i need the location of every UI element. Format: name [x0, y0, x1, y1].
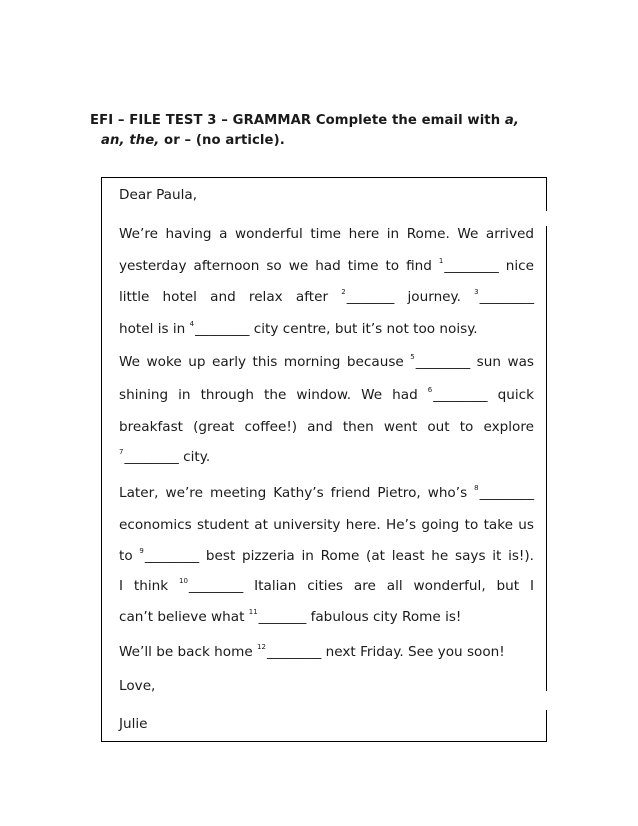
gap-number: 8	[474, 484, 479, 492]
email-line: I think $^{10}$________ Italian cities are all wonderful, but I	[119, 577, 534, 594]
box-border-right	[546, 226, 547, 691]
box-border-bottom	[101, 741, 547, 742]
email-line: shining in through the window. We had $^6$________ quick	[119, 386, 534, 403]
box-border-right	[546, 177, 547, 211]
email-line: We’ll be back home $^{12}$________ next Friday. See you soon!	[119, 643, 505, 660]
gap-number: 10	[178, 577, 188, 585]
gap-number: 12	[257, 643, 266, 651]
gap-number: 6	[427, 386, 433, 394]
option-a: a,	[504, 113, 520, 128]
email-line: breakfast (great coffee!) and then went out to explore	[119, 419, 534, 435]
gap-number: 7	[119, 448, 124, 456]
instructions-text: EFI – FILE TEST 3 – GRAMMAR Complete the email with	[90, 113, 505, 128]
gap-number: 11	[248, 608, 258, 616]
email-signature: Julie	[119, 716, 148, 732]
gap-number: 2	[341, 288, 346, 296]
email-line: hotel is in $^4$________ city centre, but it’s not too noisy.	[119, 320, 478, 337]
gap-number: 3	[474, 288, 479, 296]
email-line: to $^9$________ best pizzeria in Rome (at least he says it is!).	[119, 547, 534, 564]
gap-number: 9	[139, 547, 144, 555]
instructions-rest: or – (no article).	[159, 133, 285, 148]
gap-number: 5	[410, 353, 415, 361]
option-the: the,	[129, 133, 160, 148]
email-line: little hotel and relax after $^2$_______ journey. $^3$________	[119, 288, 535, 305]
box-border-right	[546, 710, 547, 742]
email-line: Later, we’re meeting Kathy’s friend Pietro, who’s $^8$________	[119, 484, 534, 501]
email-line: We’re having a wonderful time here in Rome. We arrived	[119, 226, 534, 242]
exercise-instructions	[90, 111, 530, 151]
box-border-top	[101, 177, 547, 178]
email-line: economics student at university here. He’s going to take us	[119, 517, 534, 533]
option-an: an,	[101, 133, 125, 148]
gap-number: 1	[438, 257, 444, 265]
email-line: can’t believe what $^{11}$_______ fabulous city Rome is!	[119, 608, 462, 625]
email-greeting: Dear Paula,	[119, 187, 198, 203]
email-line: $^7$________ city.	[119, 448, 211, 465]
email-line: yesterday afternoon so we had time to find $^1$________ nice	[119, 257, 534, 274]
gap-number: 4	[189, 320, 195, 328]
email-closing: Love,	[119, 678, 156, 694]
email-line: We woke up early this morning because $^5$________ sun was	[119, 353, 534, 370]
box-border-left	[101, 177, 102, 742]
